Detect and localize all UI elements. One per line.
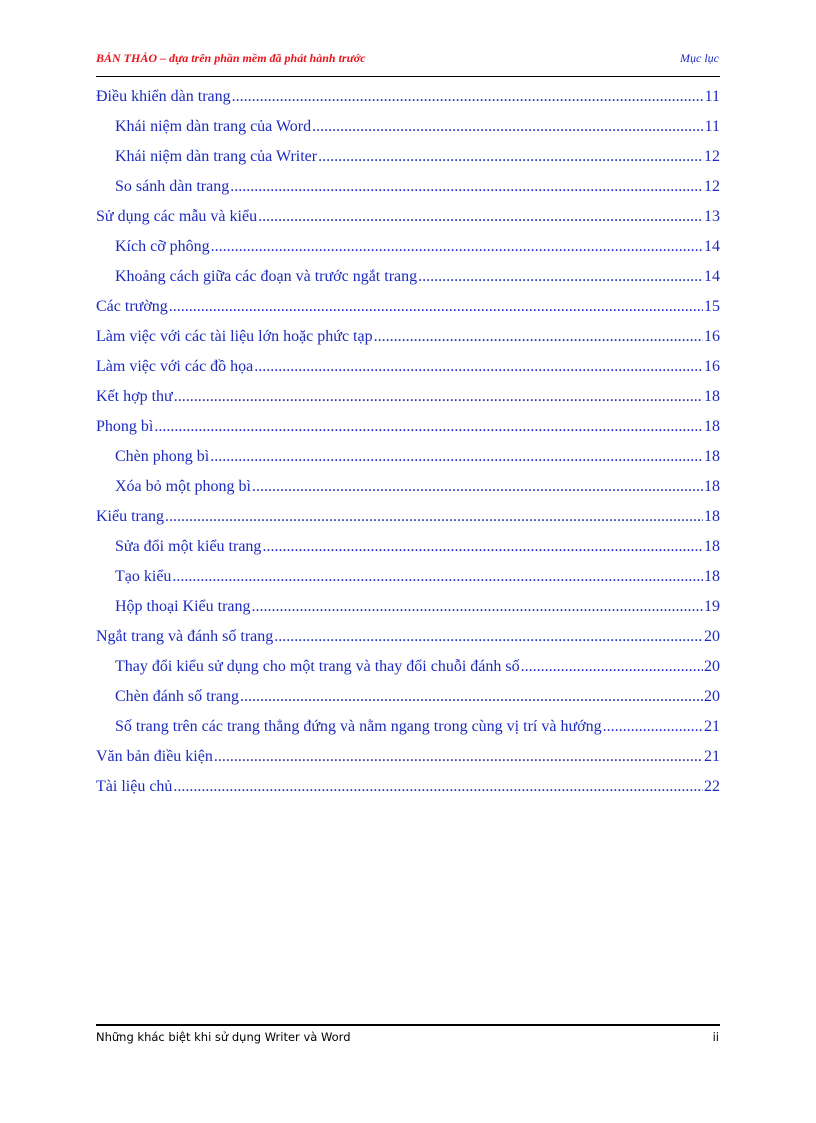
toc-entry-page-number: 18 <box>704 478 720 495</box>
toc-entry-page-number: 18 <box>704 448 720 465</box>
toc-entry-title: Tạo kiểu <box>115 568 172 585</box>
toc-entry-page-number: 18 <box>704 418 720 435</box>
toc-entry[interactable] <box>96 658 720 688</box>
toc-entry-page-number: 20 <box>704 658 720 675</box>
toc-dot-leader <box>210 448 703 466</box>
toc-entry-title: Xóa bỏ một phong bì <box>115 478 251 495</box>
header-draft-notice: BẢN THẢO – dựa trên phần mềm đã phát hành trước <box>96 51 366 65</box>
toc-entry-title: Văn bản điều kiện <box>96 748 213 765</box>
toc-entry[interactable] <box>96 628 720 658</box>
toc-entry-title: Kiểu trang <box>96 508 164 525</box>
toc-entry[interactable] <box>96 718 720 748</box>
toc-dot-leader <box>374 328 703 346</box>
toc-dot-leader <box>254 358 703 376</box>
toc-entry[interactable] <box>96 568 720 598</box>
toc-entry-page-number: 16 <box>704 358 720 375</box>
toc-dot-leader <box>154 418 703 436</box>
toc-entry-title: Tài liệu chủ <box>96 778 173 795</box>
toc-entry[interactable] <box>96 538 720 568</box>
toc-dot-leader <box>240 688 703 706</box>
toc-entry-page-number: 22 <box>704 778 720 795</box>
toc-dot-leader <box>521 658 703 676</box>
toc-entry[interactable] <box>96 88 720 118</box>
toc-entry-page-number: 14 <box>704 268 720 285</box>
toc-entry-page-number: 14 <box>704 238 720 255</box>
toc-entry[interactable] <box>96 478 720 508</box>
toc-entry-page-number: 16 <box>704 328 720 345</box>
toc-entry-page-number: 11 <box>704 118 720 135</box>
toc-entry-title: Điều khiển dàn trang <box>96 88 231 105</box>
toc-entry-page-number: 15 <box>704 298 720 315</box>
toc-dot-leader <box>214 748 703 766</box>
toc-dot-leader <box>165 508 703 526</box>
toc-dot-leader <box>211 238 703 256</box>
toc-entry-page-number: 21 <box>704 748 720 765</box>
toc-dot-leader <box>172 568 703 586</box>
toc-dot-leader <box>418 268 703 286</box>
table-of-contents <box>96 88 720 808</box>
toc-dot-leader <box>230 178 703 196</box>
toc-entry-page-number: 19 <box>704 598 720 615</box>
toc-dot-leader <box>274 628 703 646</box>
toc-dot-leader <box>252 598 703 616</box>
toc-entry-title: Kết hợp thư <box>96 388 173 405</box>
toc-entry[interactable] <box>96 688 720 718</box>
toc-dot-leader <box>173 778 703 796</box>
toc-entry-page-number: 18 <box>704 508 720 525</box>
toc-dot-leader <box>232 88 704 106</box>
toc-entry[interactable] <box>96 508 720 538</box>
toc-entry[interactable] <box>96 778 720 808</box>
toc-entry-title: Khái niệm dàn trang của Writer <box>115 148 318 165</box>
toc-entry-title: Số trang trên các trang thẳng đứng và nằm ngang trong cùng vị trí và hướng <box>115 718 602 735</box>
toc-entry-page-number: 20 <box>704 688 720 705</box>
toc-entry-title: Phong bì <box>96 418 154 435</box>
toc-entry-page-number: 12 <box>704 148 720 165</box>
toc-entry-title: Chèn phong bì <box>115 448 210 465</box>
toc-entry[interactable] <box>96 208 720 238</box>
toc-entry[interactable] <box>96 118 720 148</box>
toc-entry[interactable] <box>96 388 720 418</box>
toc-entry[interactable] <box>96 748 720 778</box>
toc-entry-title: Kích cỡ phông <box>115 238 210 255</box>
toc-dot-leader <box>603 718 703 736</box>
toc-entry-page-number: 21 <box>704 718 720 735</box>
header-section-title: Mục lục <box>680 51 719 65</box>
toc-dot-leader <box>169 298 703 316</box>
header-divider <box>96 76 720 77</box>
toc-entry-title: Làm việc với các đồ họa <box>96 358 254 375</box>
toc-dot-leader <box>174 388 703 406</box>
toc-dot-leader <box>252 478 703 496</box>
toc-entry-title: Khoảng cách giữa các đoạn và trước ngắt trang <box>115 268 418 285</box>
toc-entry[interactable] <box>96 238 720 268</box>
toc-entry-title: Chèn đánh số trang <box>115 688 239 705</box>
toc-entry[interactable] <box>96 328 720 358</box>
toc-entry[interactable] <box>96 148 720 178</box>
toc-entry-page-number: 18 <box>704 538 720 555</box>
toc-entry-page-number: 20 <box>704 628 720 645</box>
toc-entry[interactable] <box>96 358 720 388</box>
toc-dot-leader <box>262 538 703 556</box>
toc-entry-title: Sử dụng các mẫu và kiểu <box>96 208 258 225</box>
toc-entry-title: Ngắt trang và đánh số trang <box>96 628 274 645</box>
toc-entry[interactable] <box>96 448 720 478</box>
toc-entry-title: Các trường <box>96 298 168 315</box>
toc-dot-leader <box>258 208 703 226</box>
footer-page-number: ii <box>712 1030 719 1044</box>
footer-document-title: Những khác biệt khi sử dụng Writer và Word <box>96 1030 351 1044</box>
toc-dot-leader <box>318 148 703 166</box>
toc-entry[interactable] <box>96 418 720 448</box>
toc-entry[interactable] <box>96 298 720 328</box>
toc-entry-page-number: 11 <box>704 88 720 105</box>
toc-entry[interactable] <box>96 178 720 208</box>
toc-entry-page-number: 13 <box>704 208 720 225</box>
toc-entry[interactable] <box>96 268 720 298</box>
toc-entry-title: Thay đổi kiểu sử dụng cho một trang và thay đổi chuỗi đánh số <box>115 658 520 675</box>
toc-entry-title: Làm việc với các tài liệu lớn hoặc phức tạp <box>96 328 373 345</box>
toc-entry-page-number: 12 <box>704 178 720 195</box>
toc-entry-page-number: 18 <box>704 388 720 405</box>
toc-entry-title: So sánh dàn trang <box>115 178 230 195</box>
footer-divider <box>96 1024 720 1026</box>
toc-entry-title: Khái niệm dàn trang của Word <box>115 118 312 135</box>
toc-entry[interactable] <box>96 598 720 628</box>
toc-entry-title: Sửa đổi một kiểu trang <box>115 538 262 555</box>
toc-entry-page-number: 18 <box>704 568 720 585</box>
toc-dot-leader <box>312 118 703 136</box>
toc-entry-title: Hộp thoại Kiểu trang <box>115 598 251 615</box>
